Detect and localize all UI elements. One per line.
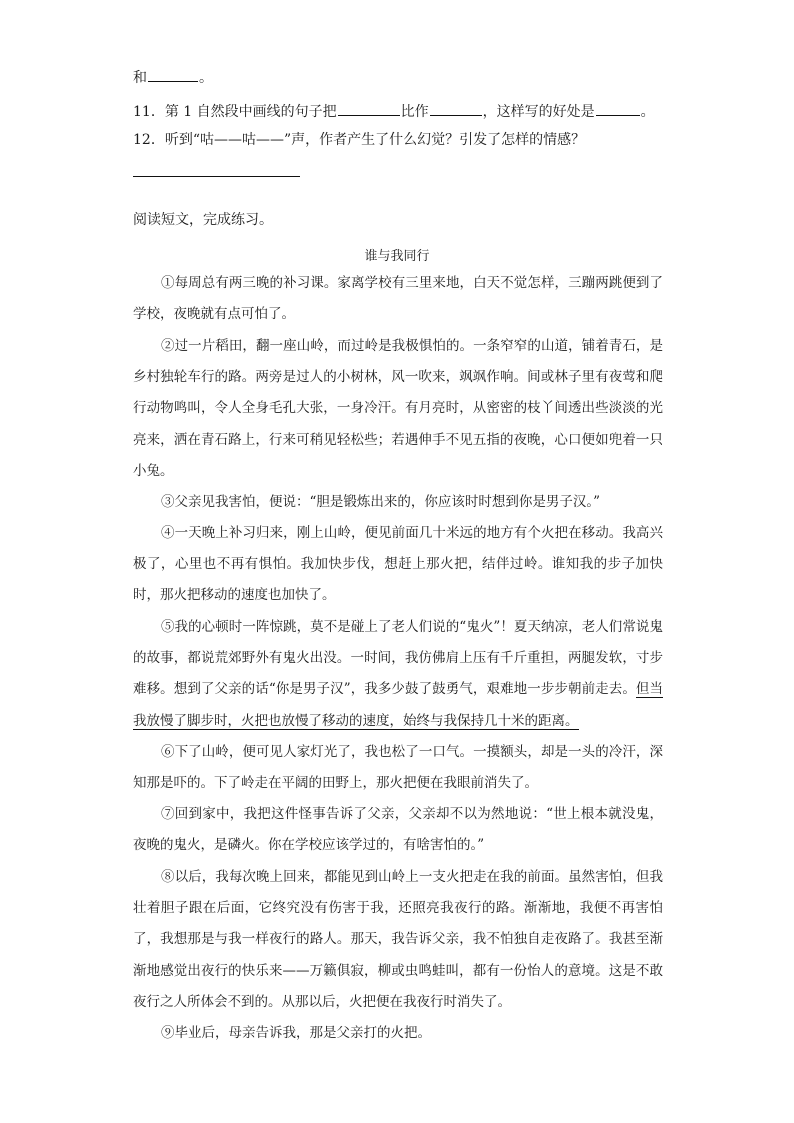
paragraph-4: ④一天晚上补习归来，刚上山岭，便见前面几十米远的地方有个火把在移动。我高兴极了，心里也不再有惧怕。我加快步伐，想赶上那火把，结伴过岭。谁知我的步子加快时，那火把移动的速度也加快了。 [133,525,663,604]
paragraph-5 [133,612,663,737]
q12-answer-line[interactable] [133,176,300,177]
q10-prefix: 和 [133,70,147,86]
q11-blank-2[interactable] [430,101,482,116]
q11-suffix: 。 [640,104,655,120]
paragraph-6: ⑥下了山岭，便可见人家灯光了，我也松了一口气。一摸额头，却是一头的冷汗，深知那是吓的。下了岭走在平阔的田野上，那火把便在我眼前消失了。 [133,744,663,792]
paragraph-3: ③父亲见我害怕，便说：“胆是锻炼出来的，你应该时时想到你是男子汉。” [161,494,601,510]
question-10-tail [133,67,213,88]
q11-mid-1: 比作 [400,104,429,120]
paragraph-7: ⑦回到家中，我把这件怪事告诉了父亲，父亲却不以为然地说：“世上根本就没鬼，夜晚的鬼火，是磷火。你在学校应该学过的，有啥害怕的。” [133,806,663,854]
question-12: 12．听到“咕——咕——”声，作者产生了什么幻觉？引发了怎样的情感？ [133,132,586,148]
q11-prefix: 11．第 1 自然段中画线的句子把 [133,104,337,120]
q11-mid-2: ，这样写的好处是 [482,104,595,120]
question-11 [133,101,655,122]
reading-instruction: 阅读短文，完成练习。 [133,212,273,228]
paragraph-2: ②过一片稻田，翻一座山岭，而过岭是我极惧怕的。一条窄窄的山道，铺着青石，是乡村独轮车行的路。两旁是过人的小树林，风一吹来，飒飒作响。间或林子里有夜莺和爬行动物鸣叫，令人全身毛孔大张，一身冷汗。有月亮时，从密密的枝丫间透出些淡淡的光亮来，洒在青石路上，行来可稍见轻松些；若遇伸手不见五指的夜晚，心口便如兜着一只小兔。 [133,338,663,479]
paragraph-1: ①每周总有两三晚的补习课。家离学校有三里来地，白天不觉怎样，三蹦两跳便到了学校，夜晚就有点可怕了。 [133,275,663,323]
paragraph-5-text: ⑤我的心顿时一阵惊跳，莫不是碰上了老人们说的“鬼火”！夏天纳凉，老人们常说鬼的故事，都说荒郊野外有鬼火出没。一时间，我仿佛肩上压有千斤重担，两腿发软，寸步难移。想到了父亲的话“你是男子汉”，我多少鼓了鼓勇气，艰难地一步步朝前走去。 [133,619,663,698]
q11-blank-1[interactable] [338,101,400,116]
article-title: 谁与我同行 [364,249,430,264]
q10-suffix: 。 [199,70,213,86]
paragraph-8: ⑧以后，我每次晚上回来，都能见到山岭上一支火把走在我的前面。虽然害怕，但我壮着胆子跟在后面，它终究没有伤害于我，还照亮我夜行的路。渐渐地，我便不再害怕了，我想那是与我一样夜行的路人。那天，我告诉父亲，我不怕独自走夜路了。我甚至渐渐地感觉出夜行的快乐来——万籁俱寂，柳或虫鸣蛙叫，都有一份怡人的意境。这是不敢夜行之人所体会不到的。从那以后，火把便在我夜行时消失了。 [133,869,663,1010]
q11-blank-3[interactable] [596,101,640,116]
paragraph-5-underlined-sentence: 但当我放慢了脚步时，火把也放慢了移动的速度，始终与我保持几十米的距离。 [133,681,664,729]
paragraph-9: ⑨毕业后，母亲告诉我，那是父亲打的火把。 [161,1025,431,1041]
q10-blank[interactable] [148,67,198,82]
